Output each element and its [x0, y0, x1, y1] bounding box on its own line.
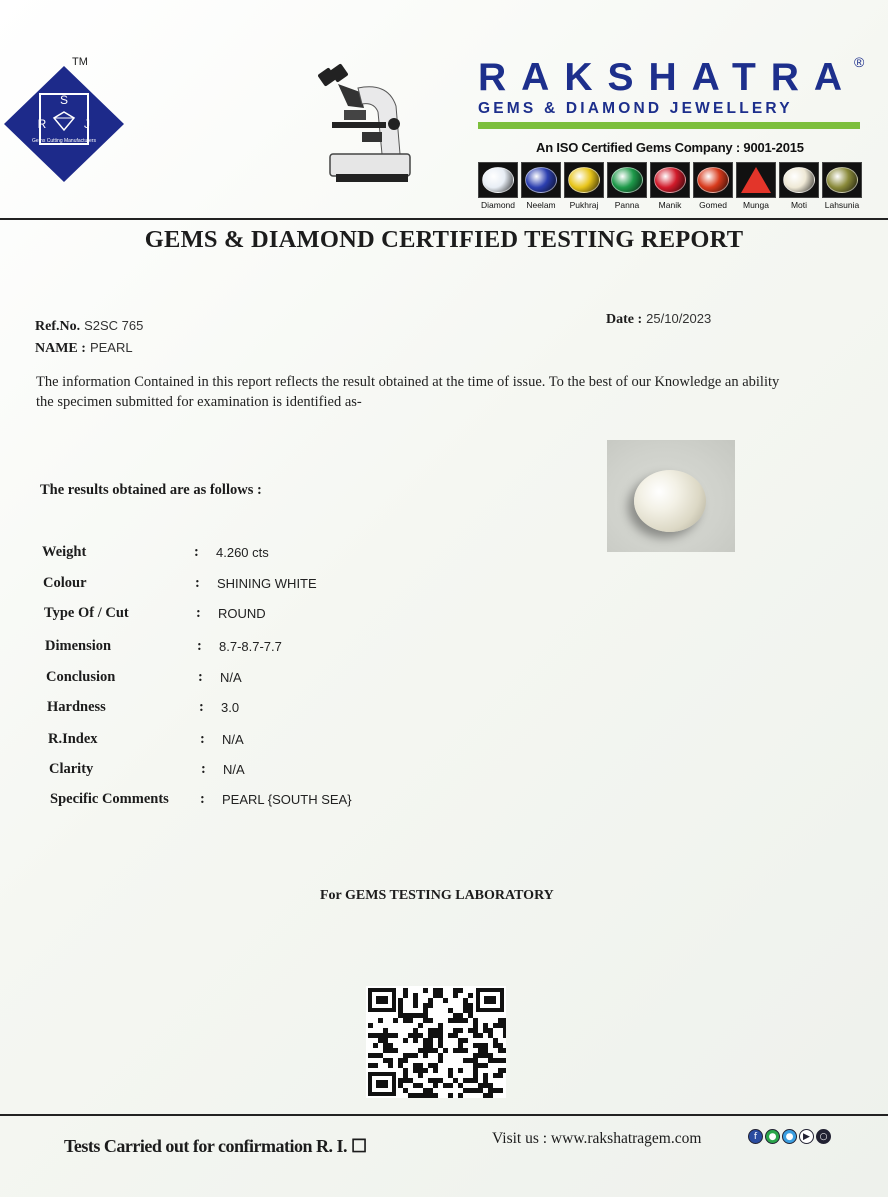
report-title: GEMS & DIAMOND CERTIFIED TESTING REPORT	[144, 226, 744, 253]
gem-label: Moti	[790, 200, 808, 210]
srj-logo-icon	[2, 64, 126, 184]
website-line: Visit us : www.rakshatragem.com	[492, 1130, 702, 1147]
gem-icon	[521, 162, 561, 198]
iso-certification: An ISO Certified Gems Company : 9001-2015	[536, 140, 804, 155]
confirmation-text: Tests Carried out for confirmation R. I.	[64, 1136, 347, 1156]
spec-key: R.Index	[48, 731, 98, 747]
gem-icon	[650, 162, 690, 198]
gem-lahsunia	[822, 162, 862, 210]
twitter-icon[interactable]: ●	[782, 1129, 797, 1144]
logo-letter-r: R	[37, 117, 47, 131]
gem-label: Gomed	[699, 200, 727, 210]
gem-diamond	[478, 162, 518, 210]
spec-key: Clarity	[49, 761, 94, 777]
date-value: 25/10/2023	[646, 311, 712, 326]
spec-separator: :	[201, 761, 206, 777]
facebook-icon[interactable]: f	[748, 1129, 763, 1144]
footer-divider	[0, 1114, 888, 1116]
spec-value: 4.260 cts	[216, 545, 269, 560]
social-icons	[748, 1129, 831, 1144]
gem-icon	[822, 162, 862, 198]
brand-name: RAKSHATRA	[478, 56, 858, 99]
gem-icon	[607, 162, 647, 198]
logo-letter-j: J	[84, 117, 90, 131]
pearl-image	[634, 470, 706, 532]
confirmation-checkbox: ☐	[350, 1136, 367, 1156]
spec-key: Type Of / Cut	[44, 605, 129, 621]
brand-divider	[478, 122, 860, 129]
gem-label: Panna	[614, 200, 640, 210]
gem-icon	[478, 162, 518, 198]
logo-letter-s: S	[59, 93, 69, 107]
trademark-mark: TM	[72, 56, 88, 68]
confirmation-note	[64, 1136, 367, 1157]
specimen-photo	[607, 440, 735, 552]
spec-key: Colour	[43, 575, 87, 591]
ref-label: Ref.No.	[35, 319, 81, 334]
gem-label: Lahsunia	[824, 200, 860, 210]
gem-icon	[736, 162, 776, 198]
spec-separator: :	[200, 731, 205, 747]
registered-mark: ®	[854, 54, 865, 70]
date-label: Date :	[606, 312, 643, 327]
ref-number	[35, 318, 143, 335]
gem-strip	[478, 162, 862, 210]
spec-value: PEARL {SOUTH SEA}	[222, 792, 352, 807]
gem-gomed	[693, 162, 733, 210]
name-value: PEARL	[89, 340, 133, 355]
spec-separator: :	[199, 699, 204, 715]
ref-value: S2SC 765	[84, 318, 144, 333]
results-heading: The results obtained are as follows :	[40, 482, 262, 498]
gem-icon	[693, 162, 733, 198]
spec-key: Hardness	[47, 699, 106, 715]
gem-moti	[779, 162, 819, 210]
specimen-name	[35, 340, 133, 357]
spec-value: 8.7-8.7-7.7	[219, 639, 282, 654]
spec-value: SHINING WHITE	[217, 576, 317, 591]
gem-label: Neelam	[526, 200, 556, 210]
spec-separator: :	[195, 575, 200, 591]
spec-key: Weight	[42, 544, 87, 560]
brand-subtitle: GEMS & DIAMOND JEWELLERY	[478, 100, 793, 117]
gem-label: Pukhraj	[569, 200, 599, 210]
gem-label: Manik	[658, 200, 682, 210]
spec-value: 3.0	[221, 700, 240, 715]
spec-separator: :	[197, 638, 202, 654]
gem-neelam	[521, 162, 561, 210]
spec-value: N/A	[220, 670, 242, 685]
gem-panna	[607, 162, 647, 210]
logo-tagline: Gems Cutting Manufacturers	[32, 138, 96, 144]
spec-separator: :	[198, 669, 203, 685]
gem-manik	[650, 162, 690, 210]
youtube-icon[interactable]: ▶	[799, 1129, 814, 1144]
whatsapp-icon[interactable]: ●	[765, 1129, 780, 1144]
spec-value: ROUND	[218, 606, 266, 621]
gem-label: Munga	[743, 200, 769, 210]
brand-block	[478, 56, 868, 129]
gem-label: Diamond	[480, 200, 516, 210]
qr-code-icon	[366, 986, 506, 1098]
header-divider	[0, 218, 888, 220]
report-date	[606, 311, 711, 328]
spec-separator: :	[194, 544, 199, 560]
microscope-icon	[318, 62, 414, 186]
laboratory-signature-line: For GEMS TESTING LABORATORY	[320, 888, 554, 903]
spec-key: Dimension	[45, 638, 112, 654]
name-label: NAME :	[35, 341, 86, 356]
spec-separator: :	[196, 605, 201, 621]
spec-key: Conclusion	[46, 669, 116, 685]
gem-icon	[564, 162, 604, 198]
spec-value: N/A	[222, 732, 244, 747]
instagram-icon[interactable]: ○	[816, 1129, 831, 1144]
spec-key: Specific Comments	[50, 791, 169, 807]
spec-separator: :	[200, 791, 205, 807]
intro-paragraph: The information Contained in this report reflects the result obtained at the time of issue. To the best of our Knowledge an ability the specimen submitted for examination is identified as-	[36, 374, 780, 410]
gem-icon	[779, 162, 819, 198]
gem-munga	[736, 162, 776, 210]
gem-pukhraj	[564, 162, 604, 210]
spec-value: N/A	[223, 762, 245, 777]
